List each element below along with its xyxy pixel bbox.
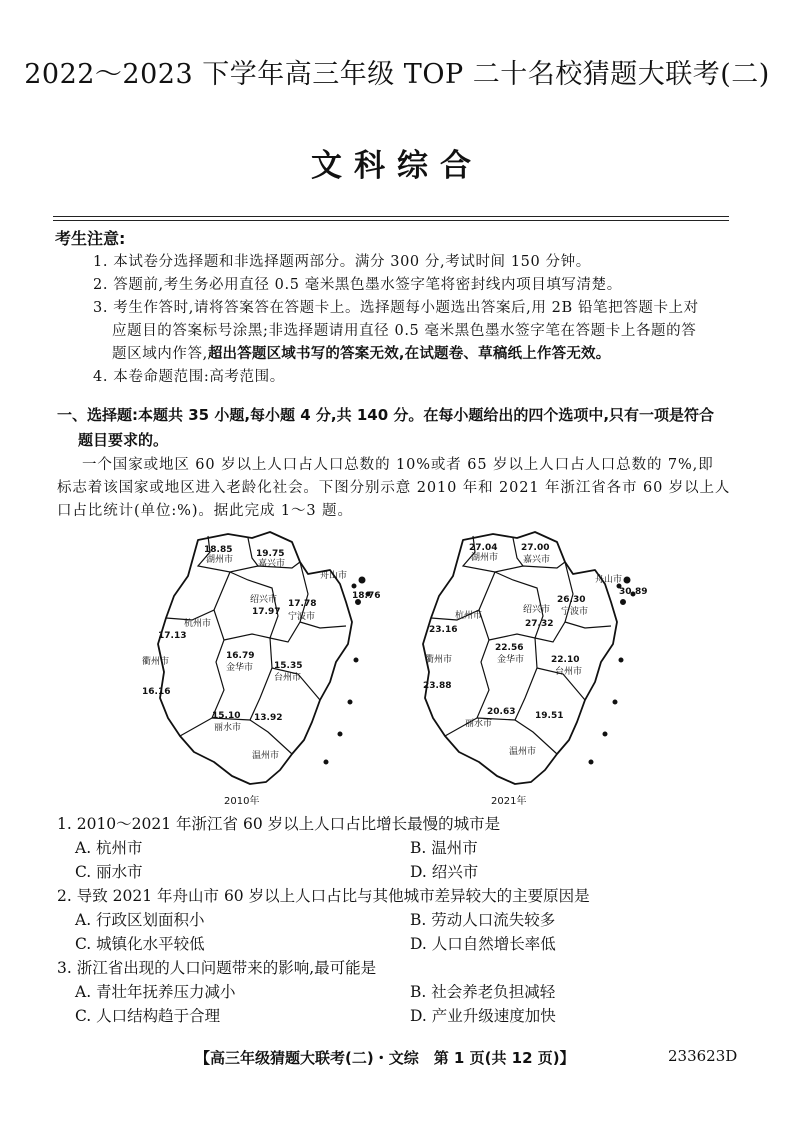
value-zhoushan-2010: 18.76 [352,591,380,601]
city-lishui-2021: 丽水市 [465,719,493,729]
city-quzhou-2021: 衢州市 [425,655,453,665]
value-hangzhou-2021: 23.16 [429,625,458,635]
value-wenzhou-2010: 13.92 [254,713,283,723]
value-quzhou-2010: 16.16 [142,687,171,697]
notice-line: 4. 本卷命题范围:高考范围。 [93,369,285,385]
map-2010 [140,522,380,812]
value-hangzhou-2010: 17.13 [158,631,187,641]
value-lishui-2021: 20.63 [487,707,516,717]
exam-title: 2022～2023 下学年高三年级 TOP 二十名校猜题大联考(二) [24,59,770,90]
divider-rule [53,220,729,221]
city-shaoxing-2010: 绍兴市 [250,595,278,605]
notice-emphasis: 超出答题区域书写的答案无效,在试题卷、草稿纸上作答无效。 [207,346,611,362]
value-taizhou-2010: 15.35 [274,661,303,671]
city-jinhua-2021: 金华市 [497,655,525,665]
value-jiaxing-2021: 27.00 [521,543,550,553]
value-ningbo-2010: 17.78 [288,599,317,609]
city-wenzhou-2010: 温州市 [252,751,280,761]
page-footer: 【高三年级猜题大联考(二)・文综 第 1 页(共 12 页)】 [195,1049,575,1067]
city-hangzhou-2021: 杭州市 [455,611,483,621]
notice-line-start: 题区域内作答, [112,346,208,362]
city-zhoushan-2010: 舟山市 [320,571,348,581]
value-huzhou-2021: 27.04 [469,543,498,553]
city-huzhou-2021: 湖州市 [471,553,499,563]
map-2010-caption: 2010年 [224,796,260,807]
value-huzhou-2010: 18.85 [204,545,233,555]
option-c: C. 丽水市 [75,863,143,881]
passage-line: 标志着该国家或地区进入老龄化社会。下图分别示意 2010 年和 2021 年浙江省各市 60 岁以上人 [57,480,731,496]
city-hangzhou-2010: 杭州市 [184,619,212,629]
value-wenzhou-2021: 19.51 [535,711,564,721]
option-a: A. 杭州市 [75,839,143,857]
passage-line: 一个国家或地区 60 岁以上人口占人口总数的 10%或者 65 岁以上人口占人口总数的 7%,即 [82,457,714,473]
value-lishui-2010: 15.10 [212,711,241,721]
city-quzhou-2010: 衢州市 [142,657,170,667]
notice-line: 应题目的答案标号涂黑;非选择题请用直径 0.5 毫米黑色墨水签字笔在答题卡上各题的答 [112,323,697,339]
value-quzhou-2021: 23.88 [423,681,452,691]
city-jiaxing-2010: 嘉兴市 [258,559,286,569]
option-d: D. 产业升级速度加快 [410,1007,556,1025]
city-jiaxing-2021: 嘉兴市 [523,555,551,565]
value-jinhua-2021: 22.56 [495,643,524,653]
question-stem: 3. 浙江省出现的人口问题带来的影响,最可能是 [57,959,377,977]
value-shaoxing-2010: 17.97 [252,607,281,617]
city-wenzhou-2021: 温州市 [509,747,537,757]
city-jinhua-2010: 金华市 [226,663,254,673]
option-d: D. 绍兴市 [410,863,479,881]
map-2021 [405,522,655,812]
paper-code: 233623D [668,1047,738,1065]
value-taizhou-2021: 22.10 [551,655,580,665]
option-b: B. 劳动人口流失较多 [410,911,556,929]
notice-line [112,342,610,363]
city-ningbo-2010: 宁波市 [288,612,316,622]
divider-rule [53,216,729,217]
option-c: C. 城镇化水平较低 [75,935,205,953]
city-zhoushan-2021: 舟山市 [595,575,623,585]
notice-line: 2. 答题前,考生务必用直径 0.5 毫米黑色墨水签字笔将密封线内项目填写清楚。 [93,277,622,293]
passage-line: 口占比统计(单位:%)。据此完成 1～3 题。 [57,503,353,519]
option-c: C. 人口结构趋于合理 [75,1007,221,1025]
option-b: B. 温州市 [410,839,478,857]
map-2021-caption: 2021年 [491,796,527,807]
question-stem: 2. 导致 2021 年舟山市 60 岁以上人口占比与其他城市差异较大的主要原因是 [57,887,590,905]
value-jiaxing-2010: 19.75 [256,549,285,559]
city-huzhou-2010: 湖州市 [206,555,234,565]
city-lishui-2010: 丽水市 [214,723,242,733]
city-ningbo-2021: 宁波市 [561,607,589,617]
city-shaoxing-2021: 绍兴市 [523,605,551,615]
value-zhoushan-2021: 30.89 [619,587,648,597]
value-jinhua-2010: 16.79 [226,651,255,661]
section-heading-cont: 题目要求的。 [78,431,169,449]
section-heading: 一、选择题:本题共 35 小题,每小题 4 分,共 140 分。在每小题给出的四个选项中,只有一项是符合 [57,406,715,424]
value-shaoxing-2021: 27.32 [525,619,554,629]
map-2021-values [423,543,647,807]
option-a: A. 行政区划面积小 [75,911,205,929]
option-a: A. 青壮年抚养压力减小 [75,983,236,1001]
value-ningbo-2021: 26.30 [557,595,586,605]
subject-title: 文科综合 [311,148,483,184]
notice-heading: 考生注意: [55,229,126,248]
option-b: B. 社会养老负担减轻 [410,983,556,1001]
notice-line: 1. 本试卷分选择题和非选择题两部分。满分 300 分,考试时间 150 分钟。 [93,254,591,270]
city-taizhou-2021: 台州市 [555,667,583,677]
question-stem: 1. 2010～2021 年浙江省 60 岁以上人口占比增长最慢的城市是 [57,815,501,833]
option-d: D. 人口自然增长率低 [410,935,556,953]
notice-line: 3. 考生作答时,请将答案答在答题卡上。选择题每小题选出答案后,用 2B 铅笔把答题卡上对 [93,300,699,316]
city-taizhou-2010: 台州市 [274,673,302,683]
